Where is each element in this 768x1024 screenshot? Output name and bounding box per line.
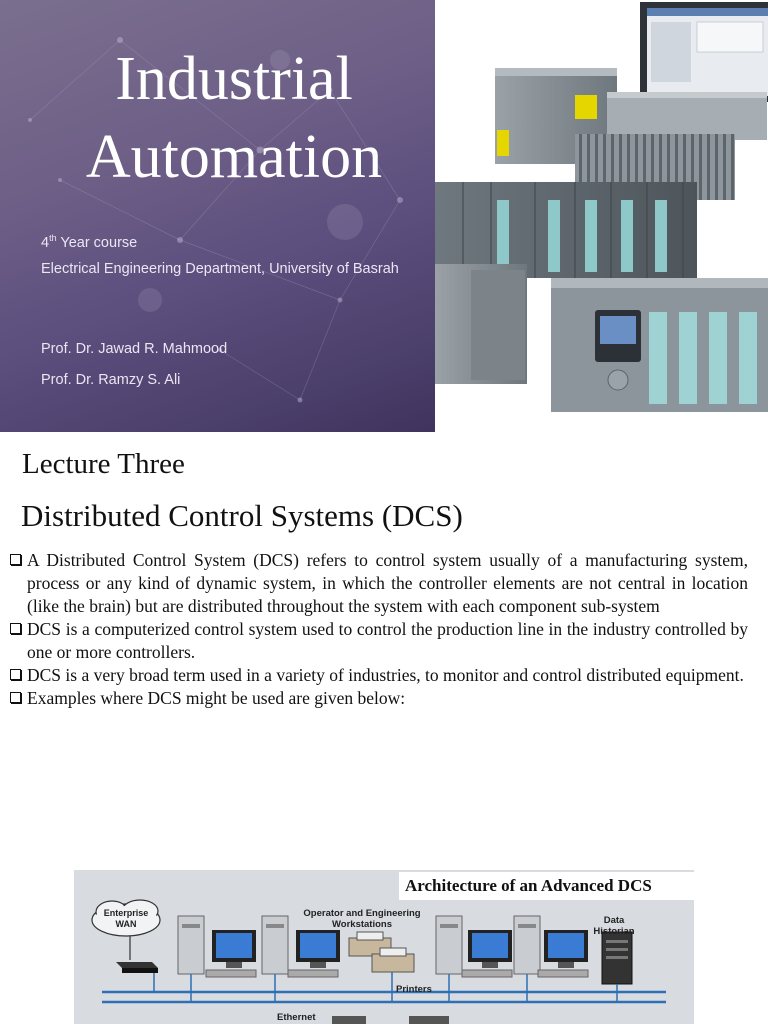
section-heading: Distributed Control Systems (DCS) (21, 498, 463, 533)
label-enterprise: Enterprise (103, 908, 149, 918)
checkbox-bullet-icon (10, 554, 21, 565)
enterprise-wan-cloud-icon (92, 900, 160, 936)
department: Electrical Engineering Department, University of Basrah (41, 261, 399, 277)
label-historian: Historian (593, 926, 635, 937)
label-operator-line1: Operator and Engineering (303, 908, 421, 919)
plc-hardware-image (435, 0, 768, 432)
printer-icon (349, 932, 414, 972)
course-year (41, 229, 411, 252)
course-year-superscript: th (49, 233, 57, 243)
slide-title-panel (0, 0, 435, 432)
label-ethernet: Ethernet (277, 1012, 316, 1023)
workstation-icon (262, 916, 340, 977)
workstation-icon (178, 916, 256, 977)
bullet-item (8, 687, 748, 710)
data-historian-server-icon (602, 932, 632, 984)
bullet-text: DCS is a very broad term used in a variety of industries, to monitor and control distributed equipment. (27, 665, 744, 685)
bullet-item (8, 549, 748, 618)
title-slide (0, 0, 768, 432)
label-printers: Printers (396, 984, 432, 995)
workstation-icon (514, 916, 588, 977)
lecture-label: Lecture Three (22, 448, 185, 480)
slide-title (44, 40, 424, 196)
plc-hardware-illustration (435, 0, 768, 432)
slide-title-line1: Industrial (115, 45, 353, 113)
diagram-caption: Architecture of an Advanced DCS (399, 872, 695, 900)
bullet-item (8, 664, 748, 687)
workstation-icon (436, 916, 512, 977)
label-wan: WAN (115, 919, 137, 929)
checkbox-bullet-icon (10, 623, 21, 634)
power-module (607, 96, 767, 140)
bullet-list (8, 549, 748, 710)
bullet-item (8, 618, 748, 664)
bullet-text: A Distributed Control System (DCS) refers to control system usually of a manufacturing system, process or any kind of dynamic system, in which the controller elements are not central in location (like the brain) but are distributed throughout the system with each component sub-system (27, 550, 748, 616)
checkbox-bullet-icon (10, 692, 21, 703)
label-data: Data (603, 915, 625, 926)
author-1: Prof. Dr. Jawad R. Mahmood (41, 341, 228, 357)
course-year-number: 4 (41, 234, 50, 251)
router-icon (116, 962, 158, 973)
bullet-text: Examples where DCS might be used are given below: (27, 688, 406, 708)
label-operator-line2: Workstations (331, 919, 393, 930)
checkbox-bullet-icon (10, 669, 21, 680)
author-2: Prof. Dr. Ramzy S. Ali (41, 372, 181, 388)
course-year-text: Year course (56, 234, 138, 251)
bullet-text: DCS is a computerized control system used to control the production line in the industry controlled by one or more controllers. (27, 619, 748, 662)
slide-title-line2: Automation (85, 123, 383, 191)
